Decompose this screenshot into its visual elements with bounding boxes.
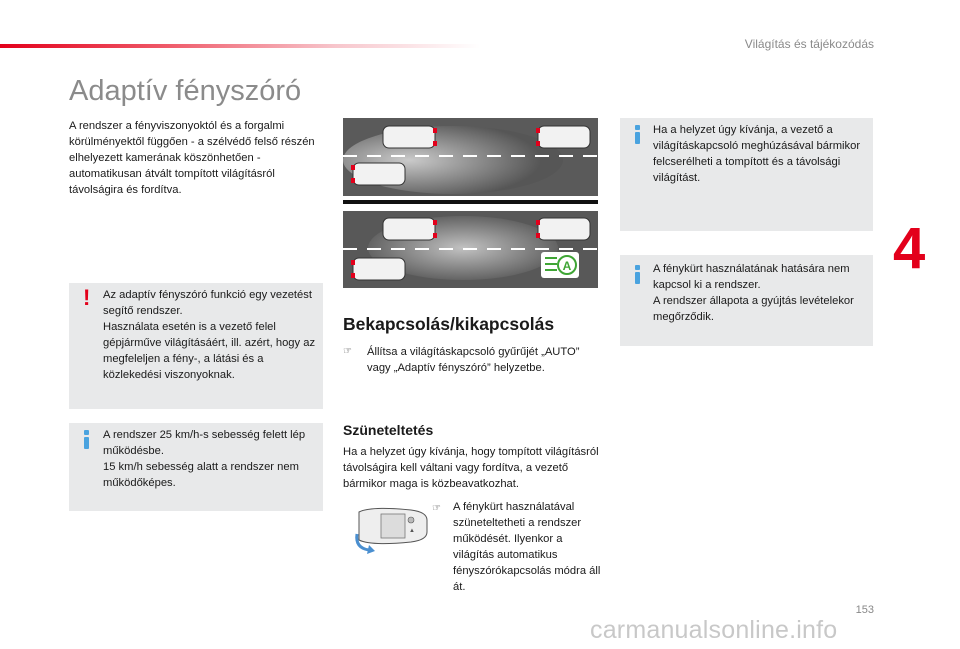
exclamation-icon: ! <box>83 285 91 310</box>
info-icon <box>635 265 640 284</box>
section-header: Világítás és tájékozódás <box>744 37 874 51</box>
info-icon <box>84 430 89 449</box>
right-info-text-2a: A fénykürt használatának hatására nem kapcsol ki a rendszer. <box>653 263 850 291</box>
pointer-icon: ☞ <box>432 503 441 514</box>
pointer-icon: ☞ <box>343 346 352 357</box>
pause-text: Ha a helyzet úgy kívánja, hogy tompított világításról távolságira kell váltani vagy fordítva, a vezető bármikor maga is közbeavatkozhat. <box>343 446 599 490</box>
right-info-text-1: Ha a helyzet úgy kívánja, a vezető a világításkapcsoló meghúzásával bármikor felcserélheti a tompított és a távolsági világítást. <box>653 124 861 184</box>
pause-bullet-text: A fénykürt használatával szüneteltetheti a rendszer működését. Ilyenkor a világítás automatikus fényszórókapcsolás módra áll át. <box>453 501 601 593</box>
speed-text-2: 15 km/h sebesség alatt a rendszer nem működőképes. <box>103 461 299 489</box>
light-stalk-illustration <box>351 500 431 555</box>
header-accent-bar <box>0 44 480 48</box>
svg-text:▲: ▲ <box>409 528 415 534</box>
intro-paragraph: A rendszer a fényviszonyoktól és a forgalmi körülményektől függően - a szélvédő felső részén elhelyezett kamerának köszönhetően - automatikusan átvált tompított világításról távolságira és fordítva. <box>69 120 315 196</box>
right-info-text-2b: A rendszer állapota a gyújtás levételekor megőrződik. <box>653 295 854 323</box>
info-box-right-2 <box>620 255 873 346</box>
info-box-speed <box>69 423 323 511</box>
pause-heading: Szüneteltetés <box>343 422 434 438</box>
warning-box <box>69 283 323 409</box>
auto-badge-letter: A <box>562 259 572 273</box>
info-box-right-1 <box>620 118 873 231</box>
warning-text-1: Az adaptív fényszóró funkció egy vezetést segítő rendszer. <box>103 289 312 317</box>
page-title: Adaptív fényszóró <box>69 75 302 107</box>
info-icon <box>635 125 640 144</box>
onoff-text: Állítsa a világításkapcsoló gyűrűjét „AUTO” vagy „Adaptív fényszóró” helyzetbe. <box>367 346 580 374</box>
page-number: 153 <box>855 604 874 616</box>
warning-text-2: Használata esetén is a vezető felel gépjárműve világításáért, ill. azért, hogy az megfeleljen a fény-, a látási és a közlekedési viszonyoknak. <box>103 321 316 381</box>
speed-text-1: A rendszer 25 km/h-s sebesség felett lép működésbe. <box>103 429 306 457</box>
footer-watermark: carmanualsonline.info <box>590 616 838 644</box>
chapter-number: 4 <box>893 216 926 281</box>
onoff-heading: Bekapcsolás/kikapcsolás <box>343 314 555 334</box>
adaptive-headlight-illustration <box>343 118 598 288</box>
